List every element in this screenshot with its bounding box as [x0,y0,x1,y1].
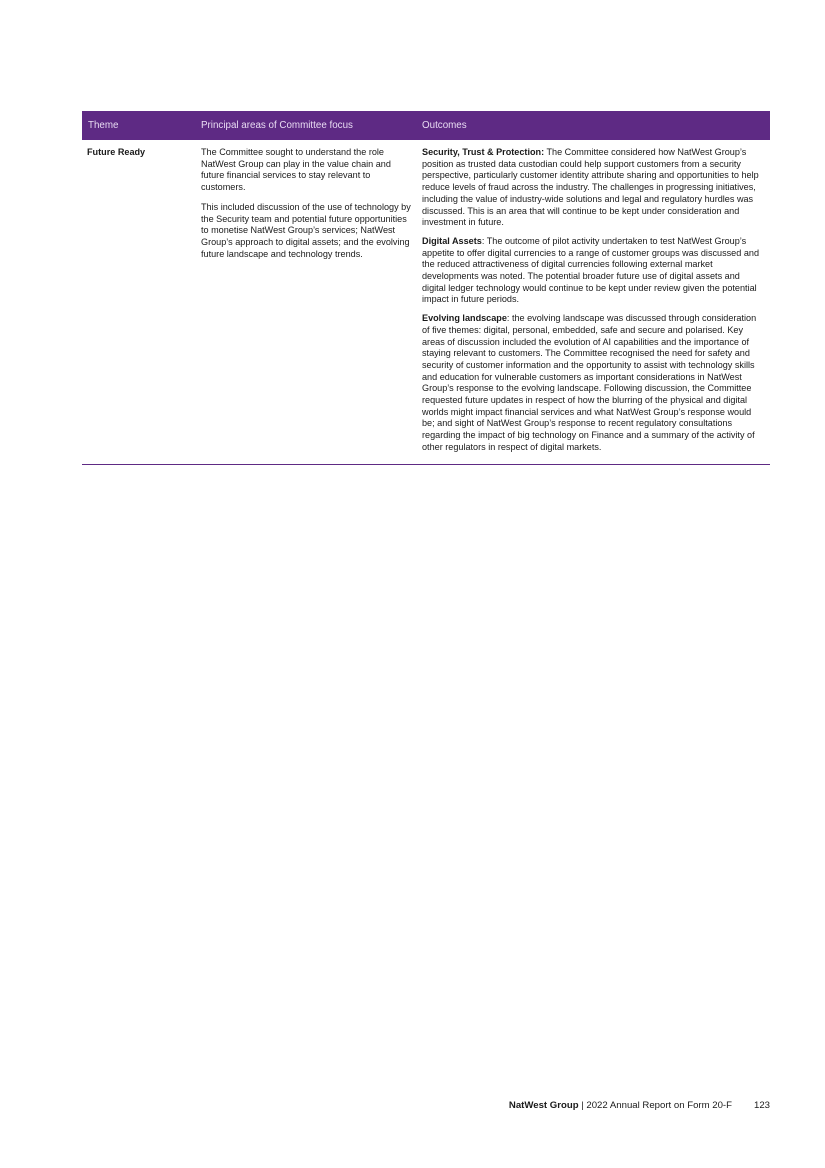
theme-cell: Future Ready [87,147,146,157]
header-theme: Theme [82,111,195,140]
outcome-lead: Digital Assets [422,235,482,246]
focus-cell [195,140,421,464]
outcomes-cell [421,140,770,464]
footer-brand: NatWest Group [508,1100,579,1111]
outcome-text: : the evolving landscape was discussed through consideration of five themes: digital, personal, embedded, safe and secure and polarised. Key areas of discussion included the evolution of AI capabilities and the importance of staying relevant to customers. The Committee recognised the need for safety and security of customer information and the opportunity to assist with technology skills and education for vulnerable customers as important considerations in NatWest Group’s response to the evolving landscape. Following discussion, the Committee requested future updates in respect of how the blurring of the physical and digital worlds might impact financial services and what NatWest Group’s response would be; and sight of NatWest Group’s response to recent regulatory consultations regarding the impact of big technology on Finance and a summary of the activity of other regulators in respect of digital markets. [422,313,757,452]
page-number: 123 [753,1100,770,1111]
outcome-evolving-landscape [422,313,766,453]
header-focus: Principal areas of Committee focus [195,111,421,140]
table-row [82,140,770,464]
table-header-row [82,111,770,140]
table-header [82,111,770,140]
committee-focus-table [82,111,770,465]
table-body [82,140,770,464]
header-outcomes: Outcomes [421,111,770,140]
focus-paragraph: This included discussion of the use of technology by the Security team and potential future opportunities to monetise NatWest Group’s services; NatWest Group’s approach to digital assets; and the evolving future landscape and technology trends. [201,201,411,259]
footer-separator: | [578,1100,587,1111]
footer-report-title: 2022 Annual Report on Form 20-F [586,1100,732,1111]
page-footer [509,1100,770,1111]
focus-paragraph: The Committee sought to understand the role NatWest Group can play in the value chain and future financial services to stay relevant to customers. [201,147,391,193]
outcome-security-trust [422,147,766,229]
outcome-digital-assets [422,236,766,306]
outcome-text: : The outcome of pilot activity undertaken to test NatWest Group’s appetite to offer digital currencies to a range of customer groups was discussed and the reduced attractiveness of digital currencies following external market developments was noted. The potential broader future use of digital assets and digital ledger technology would continue to be kept under review given the potential impact in future periods. [422,235,759,305]
outcome-lead: Security, Trust & Protection: [422,147,545,157]
outcome-text: The Committee considered how NatWest Group’s position as trusted data custodian could help support customers from a security perspective, particularly customer identity attribute sharing and opportunities to help reduce levels of fraud across the industry. The challenges in progressing initiatives, including the value of industry-wide solutions and legal and regulatory hurdles was discussed. This is an area that will continue to be kept under consideration and investment in future. [422,147,759,228]
outcome-lead: Evolving landscape [422,313,507,324]
